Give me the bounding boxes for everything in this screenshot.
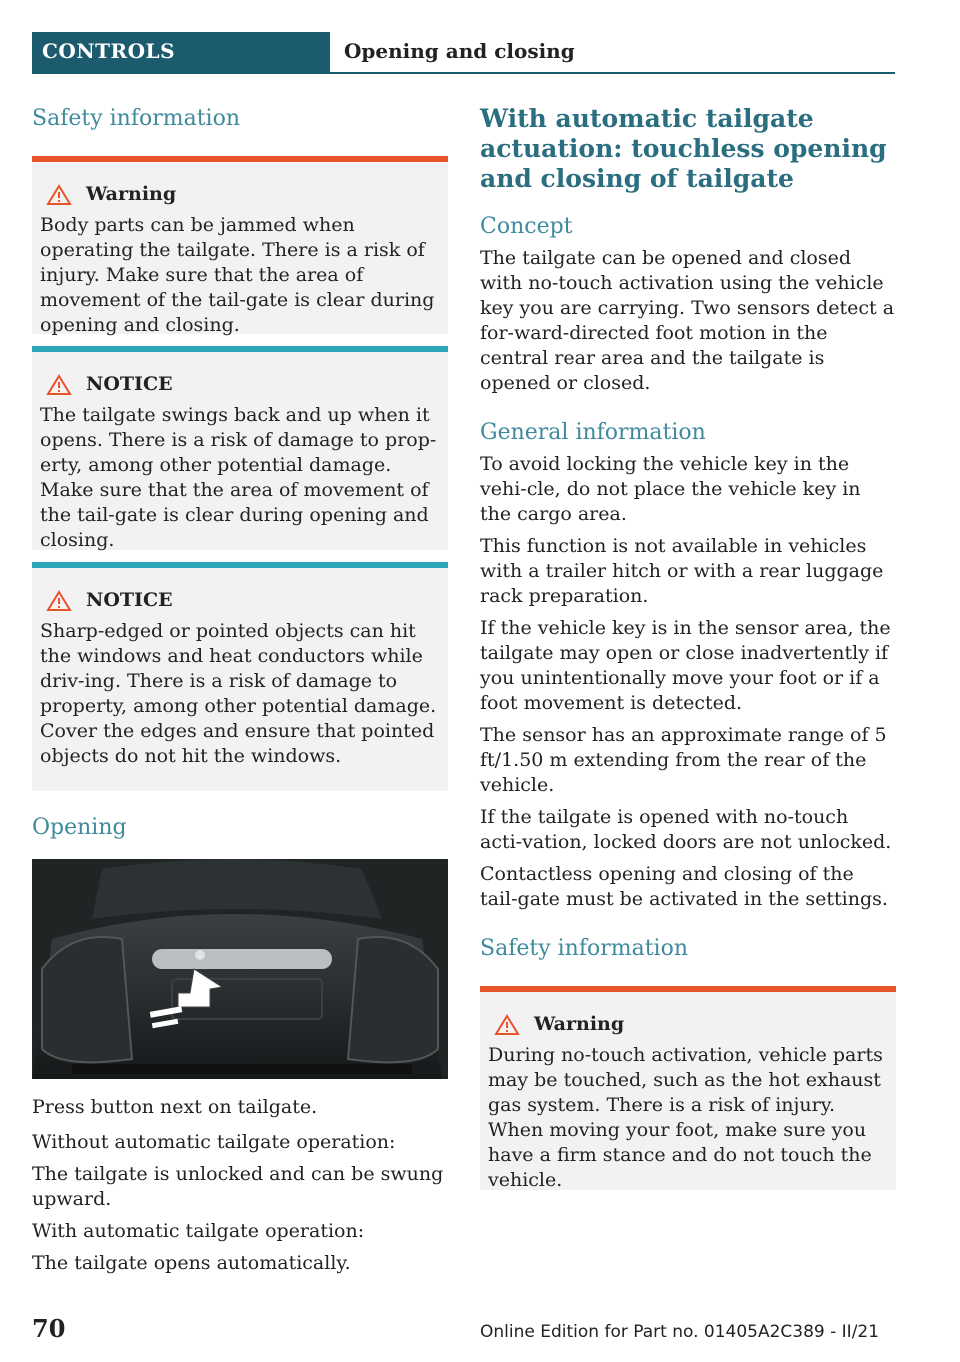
paragraph: The sensor has an approximate range of 5 ft/1.50 m extending from the rear of the vehicle. [480, 724, 887, 796]
car-rear-image [32, 859, 448, 1079]
warning-triangle-icon [46, 374, 72, 396]
section-label: CONTROLS [32, 32, 330, 72]
tailgate-illustration [32, 859, 448, 1079]
paragraph: With automatic tailgate operation: [32, 1220, 365, 1242]
warning-triangle-icon [46, 184, 72, 206]
opening-step: Press button next on tailgate. [32, 1096, 318, 1118]
paragraph: Without automatic tailgate operation: [32, 1131, 396, 1153]
warning-triangle-icon [494, 1014, 520, 1036]
safety-heading: Safety information [32, 106, 240, 131]
warning-box [480, 986, 896, 1190]
paragraph: The tailgate opens automatically. [32, 1252, 351, 1274]
section-heading: With automatic tailgate actuation: touchless opening and closing of tailgate [480, 104, 887, 193]
notice-box [32, 346, 448, 550]
left-column [32, 104, 448, 1276]
warning-title: Warning [488, 1012, 888, 1037]
notice-text: The tailgate swings back and up when it opens. There is a risk of damage to prop-erty, among other potential damage. Make sure that the area of movement of the tail-gate is clear during opening and closing. [40, 404, 437, 551]
notice-title: NOTICE [40, 588, 440, 613]
page-number: 70 [32, 1314, 66, 1343]
paragraph: To avoid locking the vehicle key in the vehi-cle, do not place the vehicle key in the cargo area. [480, 453, 861, 525]
warning-title: Warning [40, 182, 440, 207]
warning-text: During no-touch activation, vehicle parts may be touched, such as the hot exhaust gas system. There is a risk of injury. When moving your foot, make sure you have a firm stance and do not touch the vehicle. [488, 1044, 883, 1191]
paragraph: If the tailgate is opened with no-touch acti-vation, locked doors are not unlocked. [480, 806, 892, 853]
warning-text: Body parts can be jammed when operating the tailgate. There is a risk of injury. Make sure that the area of movement of the tail-gate is clear during opening and closing. [40, 214, 435, 336]
concept-text: The tailgate can be opened and closed with no-touch activation using the vehicle key you are carrying. Two sensors detect a for-ward-directed foot motion in the central rear area and the tailgate is opened or closed. [480, 247, 895, 394]
edition-note: Online Edition for Part no. 01405A2C389 - II/21 [480, 1322, 880, 1342]
notice-box [32, 562, 448, 791]
general-info-heading: General information [480, 420, 706, 445]
page-header [32, 32, 895, 74]
right-column [480, 104, 896, 1190]
warning-box [32, 156, 448, 334]
notice-text: Sharp-edged or pointed objects can hit the windows and heat conductors while driv-ing. There is a risk of damage to property, among other potential damage. Cover the edges and ensure that pointed objects do not hit the windows. [40, 620, 437, 767]
chapter-title: Opening and closing [344, 39, 575, 63]
concept-heading: Concept [480, 214, 573, 239]
safety-heading: Safety information [480, 936, 688, 961]
warning-triangle-icon [46, 590, 72, 612]
opening-heading: Opening [32, 815, 127, 840]
paragraph: If the vehicle key is in the sensor area, the tailgate may open or close inadvertently if you unintentionally move your foot or if a foot movement is detected. [480, 617, 891, 714]
paragraph: This function is not available in vehicles with a trailer hitch or with a rear luggage rack preparation. [480, 535, 884, 607]
notice-title: NOTICE [40, 372, 440, 397]
paragraph: The tailgate is unlocked and can be swung upward. [32, 1163, 444, 1210]
paragraph: Contactless opening and closing of the tail-gate must be activated in the settings. [480, 863, 888, 910]
